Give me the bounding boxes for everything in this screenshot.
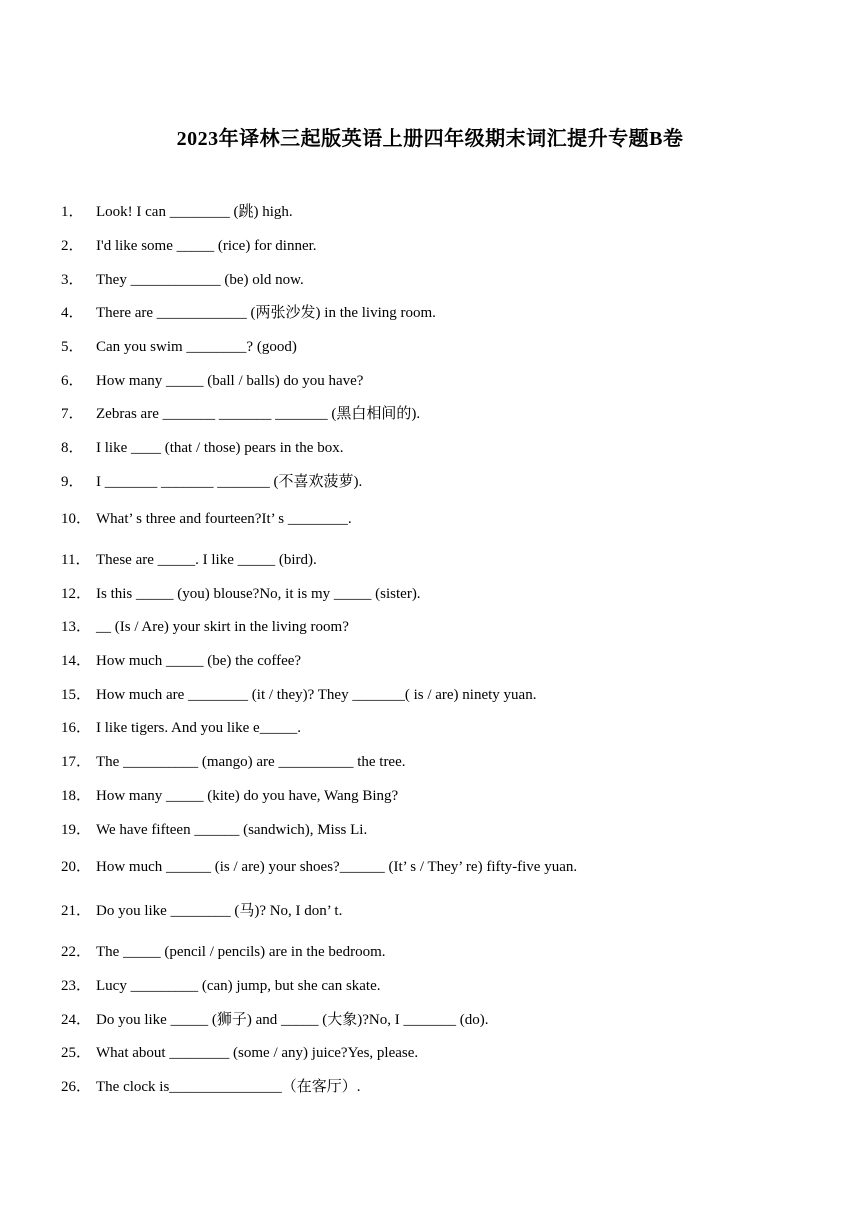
question-6 xyxy=(61,371,363,391)
question-text: Look! I can ________ (跳) high. xyxy=(96,204,293,220)
question-number: 9． xyxy=(61,474,84,490)
question-number: 3． xyxy=(61,272,84,288)
question-text: How many _____ (kite) do you have, Wang Bing? xyxy=(96,788,399,804)
question-number: 8． xyxy=(61,440,84,456)
question-number: 7． xyxy=(61,406,84,422)
question-text: How much are ________ (it / they)? They _______( is / are) ninety yuan. xyxy=(96,687,537,703)
question-number: 6． xyxy=(61,373,84,389)
question-15 xyxy=(61,685,536,705)
question-text: What about ________ (some / any) juice?Yes, please. xyxy=(96,1045,419,1061)
question-1 xyxy=(61,202,293,222)
question-2 xyxy=(61,236,317,256)
question-11 xyxy=(61,550,317,570)
question-text: There are ____________ (两张沙发) in the living room. xyxy=(96,305,436,321)
question-text: Is this _____ (you) blouse?No, it is my _____ (sister). xyxy=(96,586,421,602)
question-text: I like tigers. And you like e_____. xyxy=(96,720,301,736)
question-number: 17． xyxy=(61,754,92,770)
question-number: 4． xyxy=(61,305,84,321)
question-number: 5． xyxy=(61,339,84,355)
question-text: What’ s three and fourteen?It’ s ________. xyxy=(96,511,352,527)
question-text: I like ____ (that / those) pears in the box. xyxy=(96,440,344,456)
question-number: 13． xyxy=(61,619,92,635)
question-10 xyxy=(61,509,352,529)
question-number: 12． xyxy=(61,586,92,602)
question-14 xyxy=(61,651,301,671)
question-number: 23． xyxy=(61,978,92,994)
question-16 xyxy=(61,718,301,738)
question-text: Lucy _________ (can) jump, but she can skate. xyxy=(96,978,381,994)
page-title: 2023年译林三起版英语上册四年级期末词汇提升专题B卷 xyxy=(176,128,684,150)
question-text: The __________ (mango) are __________ the tree. xyxy=(96,754,406,770)
question-number: 22． xyxy=(61,944,92,960)
question-7 xyxy=(61,404,420,424)
question-number: 24． xyxy=(61,1012,92,1028)
question-9 xyxy=(61,472,362,492)
question-text: I'd like some _____ (rice) for dinner. xyxy=(96,238,317,254)
question-text: These are _____. I like _____ (bird). xyxy=(96,552,317,568)
question-text: I _______ _______ _______ (不喜欢菠萝). xyxy=(96,474,363,490)
question-number: 2． xyxy=(61,238,84,254)
question-19 xyxy=(61,820,367,840)
question-text: Do you like ________ (马)? No, I don’ t. xyxy=(96,903,343,919)
question-12 xyxy=(61,584,421,604)
question-23 xyxy=(61,976,381,996)
question-number: 20． xyxy=(61,859,92,875)
question-text: Zebras are _______ _______ _______ (黑白相间的). xyxy=(96,406,421,422)
question-5 xyxy=(61,337,297,357)
question-number: 21． xyxy=(61,903,92,919)
question-text: They ____________ (be) old now. xyxy=(96,272,304,288)
question-text: __ (Is / Are) your skirt in the living room? xyxy=(96,619,349,635)
question-3 xyxy=(61,270,304,290)
question-number: 10． xyxy=(61,511,92,527)
question-24 xyxy=(61,1010,488,1030)
question-13 xyxy=(61,617,349,637)
question-number: 18． xyxy=(61,788,92,804)
question-text: The clock is_______________（在客厅）. xyxy=(96,1079,361,1095)
question-21 xyxy=(61,901,342,921)
question-number: 16． xyxy=(61,720,92,736)
question-18 xyxy=(61,786,398,806)
question-22 xyxy=(61,942,386,962)
question-26 xyxy=(61,1077,361,1097)
question-text: Can you swim ________? (good) xyxy=(96,339,297,355)
question-text: How many _____ (ball / balls) do you have? xyxy=(96,373,364,389)
question-number: 14． xyxy=(61,653,92,669)
question-text: Do you like _____ (狮子) and _____ (大象)?No, I _______ (do). xyxy=(96,1012,489,1028)
question-text: The _____ (pencil / pencils) are in the bedroom. xyxy=(96,944,386,960)
question-25 xyxy=(61,1043,418,1063)
question-20 xyxy=(61,857,577,877)
question-number: 15． xyxy=(61,687,92,703)
question-number: 25． xyxy=(61,1045,92,1061)
question-number: 1． xyxy=(61,204,84,220)
question-4 xyxy=(61,303,436,323)
question-text: We have fifteen ______ (sandwich), Miss Li. xyxy=(96,822,368,838)
question-text: How much _____ (be) the coffee? xyxy=(96,653,302,669)
question-17 xyxy=(61,752,406,772)
question-number: 19． xyxy=(61,822,92,838)
question-number: 26． xyxy=(61,1079,92,1095)
question-text: How much ______ (is / are) your shoes?______ (It’ s / They’ re) fifty-five yuan. xyxy=(96,859,578,875)
question-number: 11． xyxy=(61,552,91,568)
question-8 xyxy=(61,438,343,458)
